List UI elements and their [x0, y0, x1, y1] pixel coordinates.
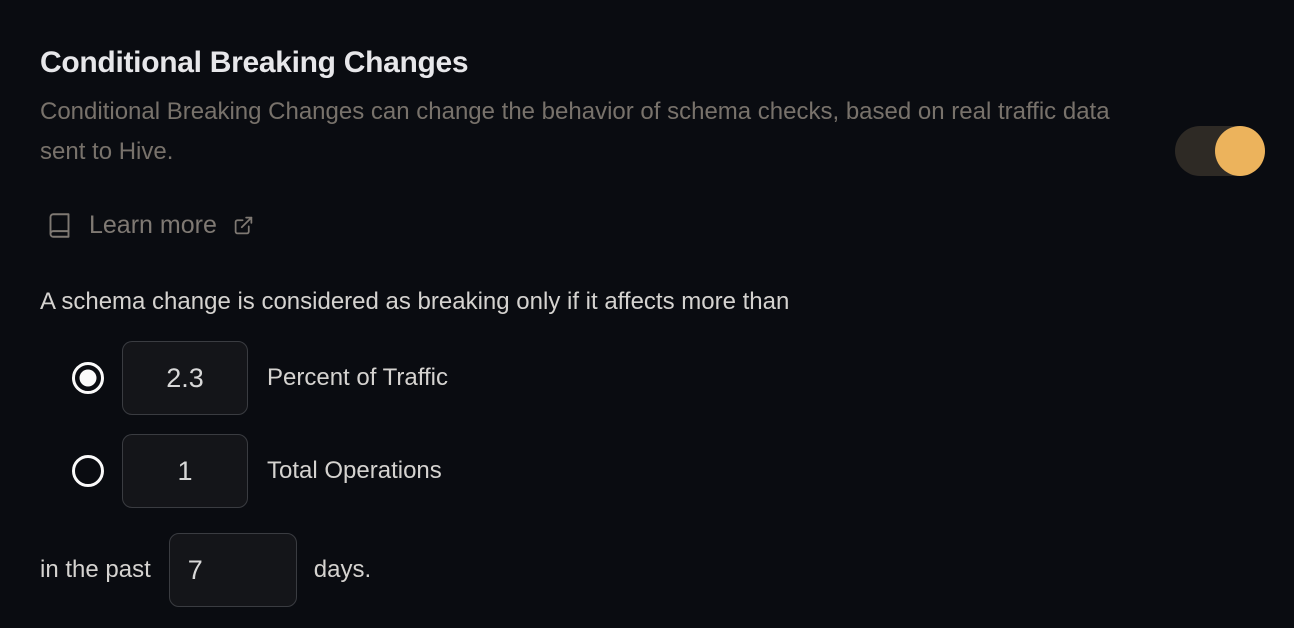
- breaking-condition-intro: A schema change is considered as breaking only if it affects more than: [40, 288, 790, 315]
- total-operations-radio[interactable]: [72, 455, 104, 487]
- total-operations-label: Total Operations: [267, 457, 442, 484]
- conditional-breaking-changes-toggle[interactable]: [1175, 126, 1263, 176]
- period-prefix: in the past: [40, 556, 151, 583]
- external-link-icon: [233, 215, 254, 236]
- section-description: Conditional Breaking Changes can change the behavior of schema checks, based on real traffic data sent to Hive.: [40, 98, 1110, 165]
- toggle-thumb: [1215, 126, 1265, 176]
- total-operations-input[interactable]: [122, 434, 248, 508]
- page-title: Conditional Breaking Changes: [40, 46, 469, 79]
- percent-of-traffic-row: [72, 341, 448, 415]
- percent-of-traffic-label: Percent of Traffic: [267, 364, 448, 391]
- learn-more-label: Learn more: [89, 211, 217, 239]
- percent-of-traffic-radio[interactable]: [72, 362, 104, 394]
- period-suffix: days.: [313, 556, 372, 583]
- book-icon: [46, 210, 73, 241]
- total-operations-row: [72, 434, 442, 508]
- period-days-input[interactable]: [169, 533, 297, 607]
- percent-of-traffic-input[interactable]: [122, 341, 248, 415]
- learn-more-link[interactable]: [46, 210, 254, 241]
- period-row: [40, 533, 371, 607]
